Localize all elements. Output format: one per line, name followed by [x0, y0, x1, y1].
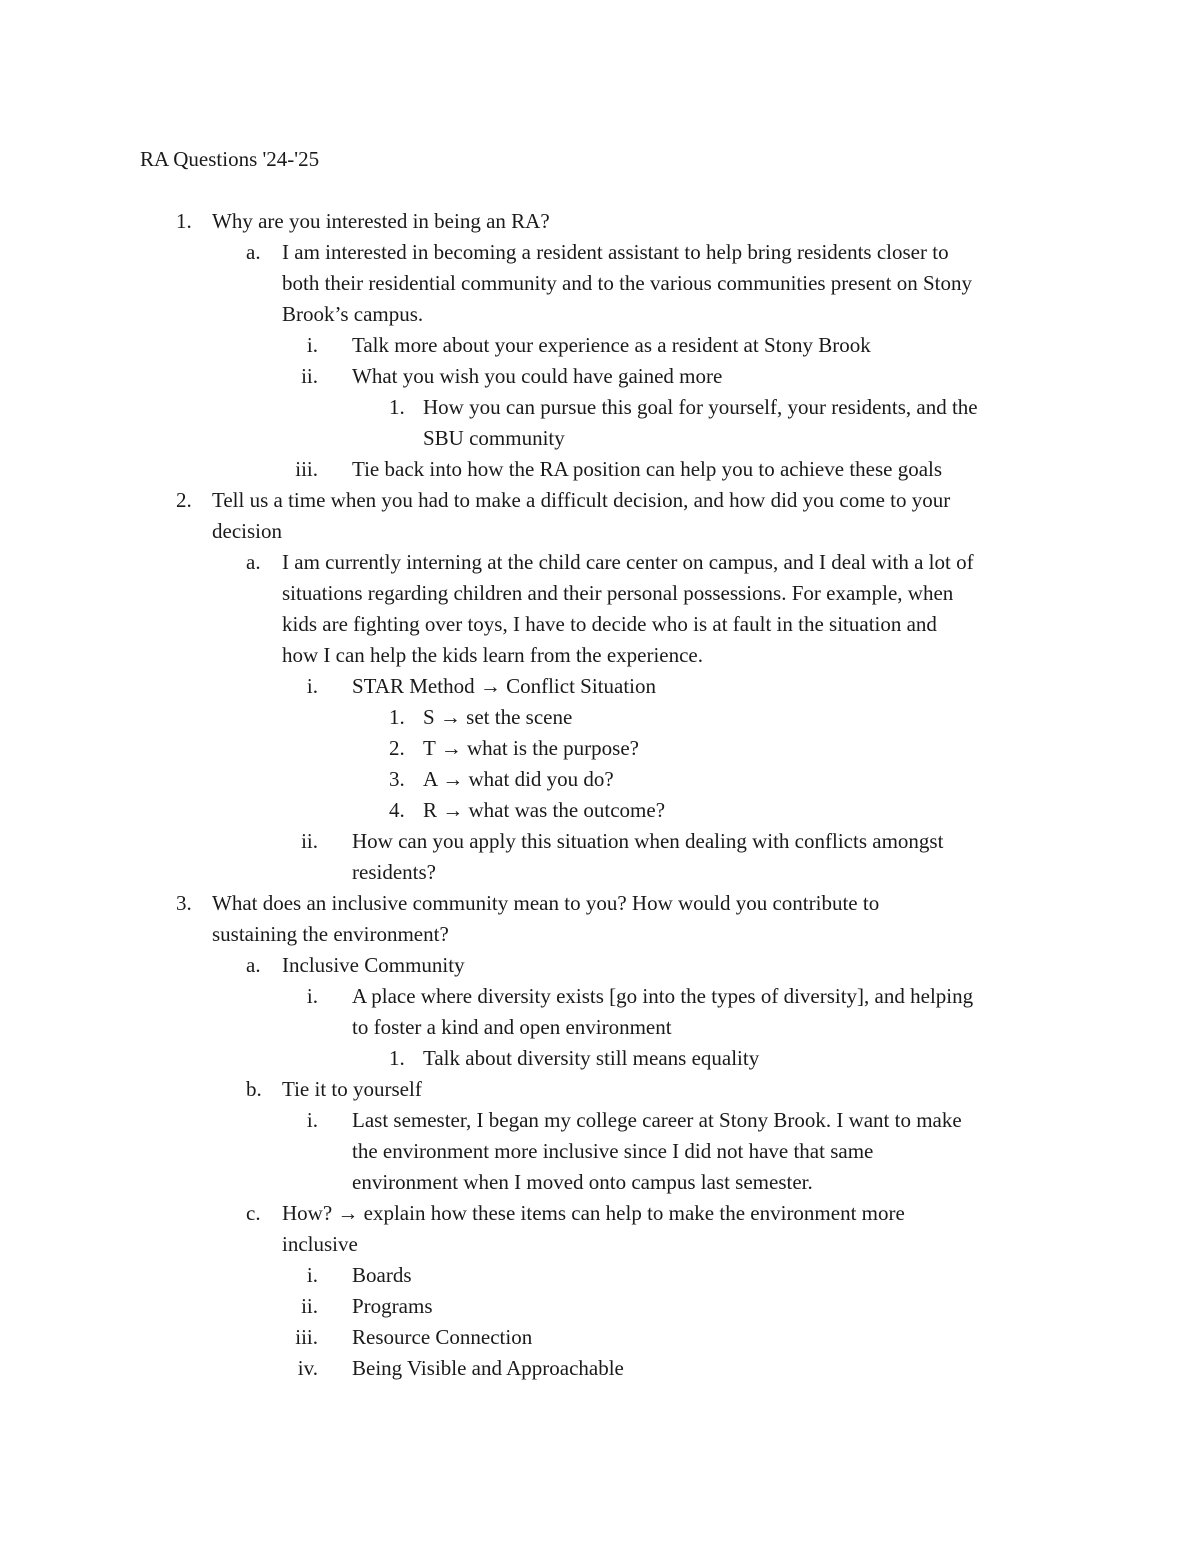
- list-item-text: How you can pursue this goal for yourself, your residents, and the: [423, 395, 978, 419]
- list-item-text: the environment more inclusive since I did not have that same: [352, 1139, 874, 1163]
- list-marker: 1.: [389, 395, 405, 419]
- list-item-text: kids are fighting over toys, I have to decide who is at fault in the situation and: [282, 612, 937, 636]
- list-item-text: Inclusive Community: [282, 953, 465, 977]
- list-item-text: I am currently interning at the child care center on campus, and I deal with a lot of: [282, 550, 974, 574]
- list-item-text: situations regarding children and their personal possessions. For example, when: [282, 581, 954, 605]
- list-marker: iii.: [295, 1325, 318, 1349]
- list-marker: 4.: [389, 798, 405, 822]
- list-marker: a.: [246, 550, 261, 574]
- list-item-text: environment when I moved onto campus last semester.: [352, 1170, 813, 1194]
- list-item-text: both their residential community and to the various communities present on Stony: [282, 271, 972, 295]
- list-item-text: How? → explain how these items can help to make the environment more: [282, 1201, 905, 1225]
- list-marker: i.: [306, 984, 318, 1008]
- list-item-text: Talk more about your experience as a resident at Stony Brook: [352, 333, 871, 357]
- list-marker: 2.: [176, 488, 192, 512]
- list-marker: ii.: [301, 829, 318, 853]
- list-item-text: Brook’s campus.: [282, 302, 424, 326]
- list-item-text: What you wish you could have gained more: [352, 364, 723, 388]
- list-item-text: R → what was the outcome?: [423, 798, 666, 822]
- list-item-text: Boards: [352, 1263, 412, 1287]
- list-marker: iii.: [295, 457, 318, 481]
- list-item-text: How can you apply this situation when dealing with conflicts amongst: [352, 829, 944, 853]
- list-marker: i.: [306, 674, 318, 698]
- list-item-text: Why are you interested in being an RA?: [212, 209, 550, 233]
- list-item-text: Tell us a time when you had to make a difficult decision, and how did you come to your: [212, 488, 951, 512]
- list-marker: ii.: [301, 364, 318, 388]
- list-item-text: Talk about diversity still means equality: [423, 1046, 760, 1070]
- list-item-text: Tie back into how the RA position can help you to achieve these goals: [352, 457, 943, 481]
- list-item-text: S → set the scene: [423, 705, 573, 729]
- list-marker: c.: [246, 1201, 261, 1225]
- list-item-text: SBU community: [423, 426, 565, 450]
- list-item-text: I am interested in becoming a resident assistant to help bring residents closer to: [282, 240, 949, 264]
- list-marker: i.: [306, 1263, 318, 1287]
- list-marker: a.: [246, 953, 261, 977]
- list-marker: a.: [246, 240, 261, 264]
- list-item-text: residents?: [352, 860, 436, 884]
- list-item-text: Programs: [352, 1294, 433, 1318]
- list-marker: 1.: [389, 1046, 405, 1070]
- list-item-text: sustaining the environment?: [212, 922, 449, 946]
- list-marker: ii.: [301, 1294, 318, 1318]
- list-item-text: A place where diversity exists [go into the types of diversity], and helping: [352, 984, 974, 1008]
- list-marker: i.: [306, 1108, 318, 1132]
- list-item-text: Tie it to yourself: [282, 1077, 422, 1101]
- list-item-text: to foster a kind and open environment: [352, 1015, 672, 1039]
- list-item-text: how I can help the kids learn from the experience.: [282, 643, 703, 667]
- list-marker: 2.: [389, 736, 405, 760]
- list-item-text: A → what did you do?: [423, 767, 614, 791]
- list-item-text: T → what is the purpose?: [423, 736, 639, 760]
- list-marker: 3.: [389, 767, 405, 791]
- list-item-text: What does an inclusive community mean to you? How would you contribute to: [212, 891, 880, 915]
- list-item-text: Being Visible and Approachable: [352, 1356, 624, 1380]
- list-item-text: Resource Connection: [352, 1325, 533, 1349]
- list-marker: iv.: [297, 1356, 318, 1380]
- list-item-text: decision: [212, 519, 282, 543]
- list-marker: 1.: [176, 209, 192, 233]
- list-marker: b.: [246, 1077, 262, 1101]
- list-item-text: Last semester, I began my college career at Stony Brook. I want to make: [352, 1108, 962, 1132]
- list-marker: 1.: [389, 705, 405, 729]
- document-title: RA Questions '24-'25: [140, 147, 320, 171]
- list-item-text: inclusive: [282, 1232, 358, 1256]
- list-marker: i.: [306, 333, 318, 357]
- list-marker: 3.: [176, 891, 192, 915]
- list-item-text: STAR Method → Conflict Situation: [352, 674, 656, 698]
